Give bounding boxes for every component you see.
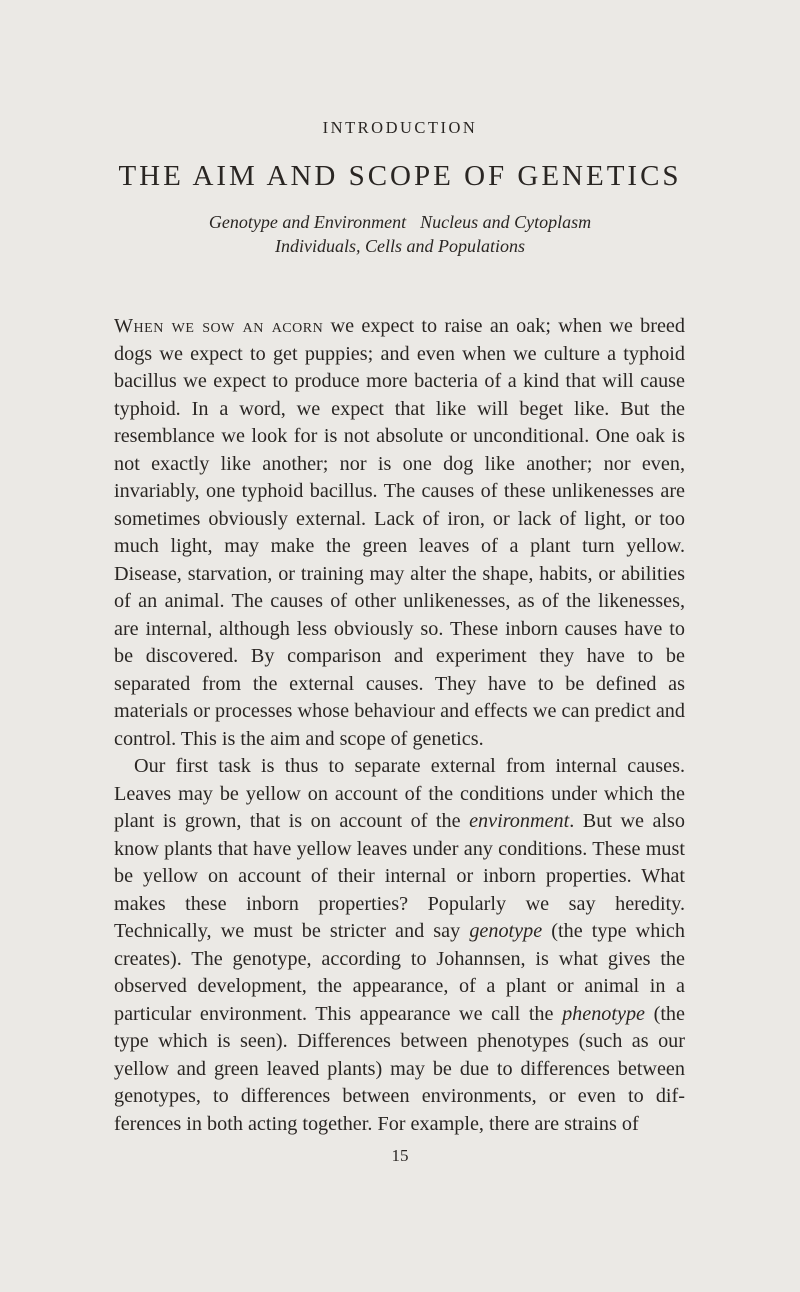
subtopic-genotype-environment: Genotype and Environment [208, 212, 407, 232]
italic-term: phenotype [562, 1002, 646, 1025]
subtopic-individuals-cells-populations: Individuals, Cells and Populations [275, 236, 525, 256]
italic-term: environment [469, 810, 570, 832]
text-run: (the type which is seen). Differences between phenotypes (such as our yellow and green leaved plants) may be due to differences between genotypes, to differences between environments, or even to differences in both acting together. For example, there are strains of [114, 1002, 685, 1135]
text-run: Our first task is thus to separate external from internal causes. Leaves may be yellow on account of the conditions under which the plant is grown, that is on account of the [114, 755, 685, 832]
running-head: INTRODUCTION [322, 118, 478, 137]
page-number: 15 [391, 1146, 409, 1165]
paragraph-lead-in: When we sow an acorn [114, 315, 324, 337]
subtopics-line-1 [0, 210, 800, 234]
text-run: we expect to raise an oak; when we breed dogs we expect to get puppies; and even when we culture a typhoid bacillus we expect to produce more bacteria of a kind that will cause typhoid. In a word, we expect that like will beget like. But the resemblance we look for is not absolute or unconditional. One oak is not exactly like another; nor is one dog like another; nor even, invariably, one typhoid bacillus. The causes of these unlikenesses are sometimes obviously external. Lack of iron, or lack of light, or too much light, may make the green leaves of a plant turn yellow. Disease, starvation, or training may alter the shape, habits, or abilities of an animal. The causes of other unlikenesses, as of the likenesses, are internal, although less obviously so. These inborn causes have to be discovered. By comparison and experiment they have to be separated from the external causes. They have to be defined as materials or processes whose behaviour and effects we can predict and control. This is the aim and scope of genetics. [114, 315, 685, 750]
body-text [114, 313, 685, 1138]
subtopics-line-2 [0, 234, 800, 258]
body-paragraph [114, 753, 685, 1138]
italic-term: genotype [469, 920, 543, 942]
text-run: (the type which creates). The genotype, according to Johannsen, is what gives the observed development, the appearance, of a plant or animal in a particular environment. This appearance we call the [114, 920, 685, 1025]
subtopic-nucleus-cytoplasm: Nucleus and Cytoplasm [420, 212, 592, 232]
chapter-subtopics [0, 210, 800, 258]
chapter-title: THE AIM AND SCOPE OF GENETICS [118, 160, 682, 192]
text-run: . But we also know plants that have yellow leaves under any conditions. These must be yellow on account of their internal or inborn properties. What makes these inborn properties? Popularly we say heredity. Technically, we must be stricter and say [114, 810, 685, 942]
body-paragraph [114, 313, 685, 753]
